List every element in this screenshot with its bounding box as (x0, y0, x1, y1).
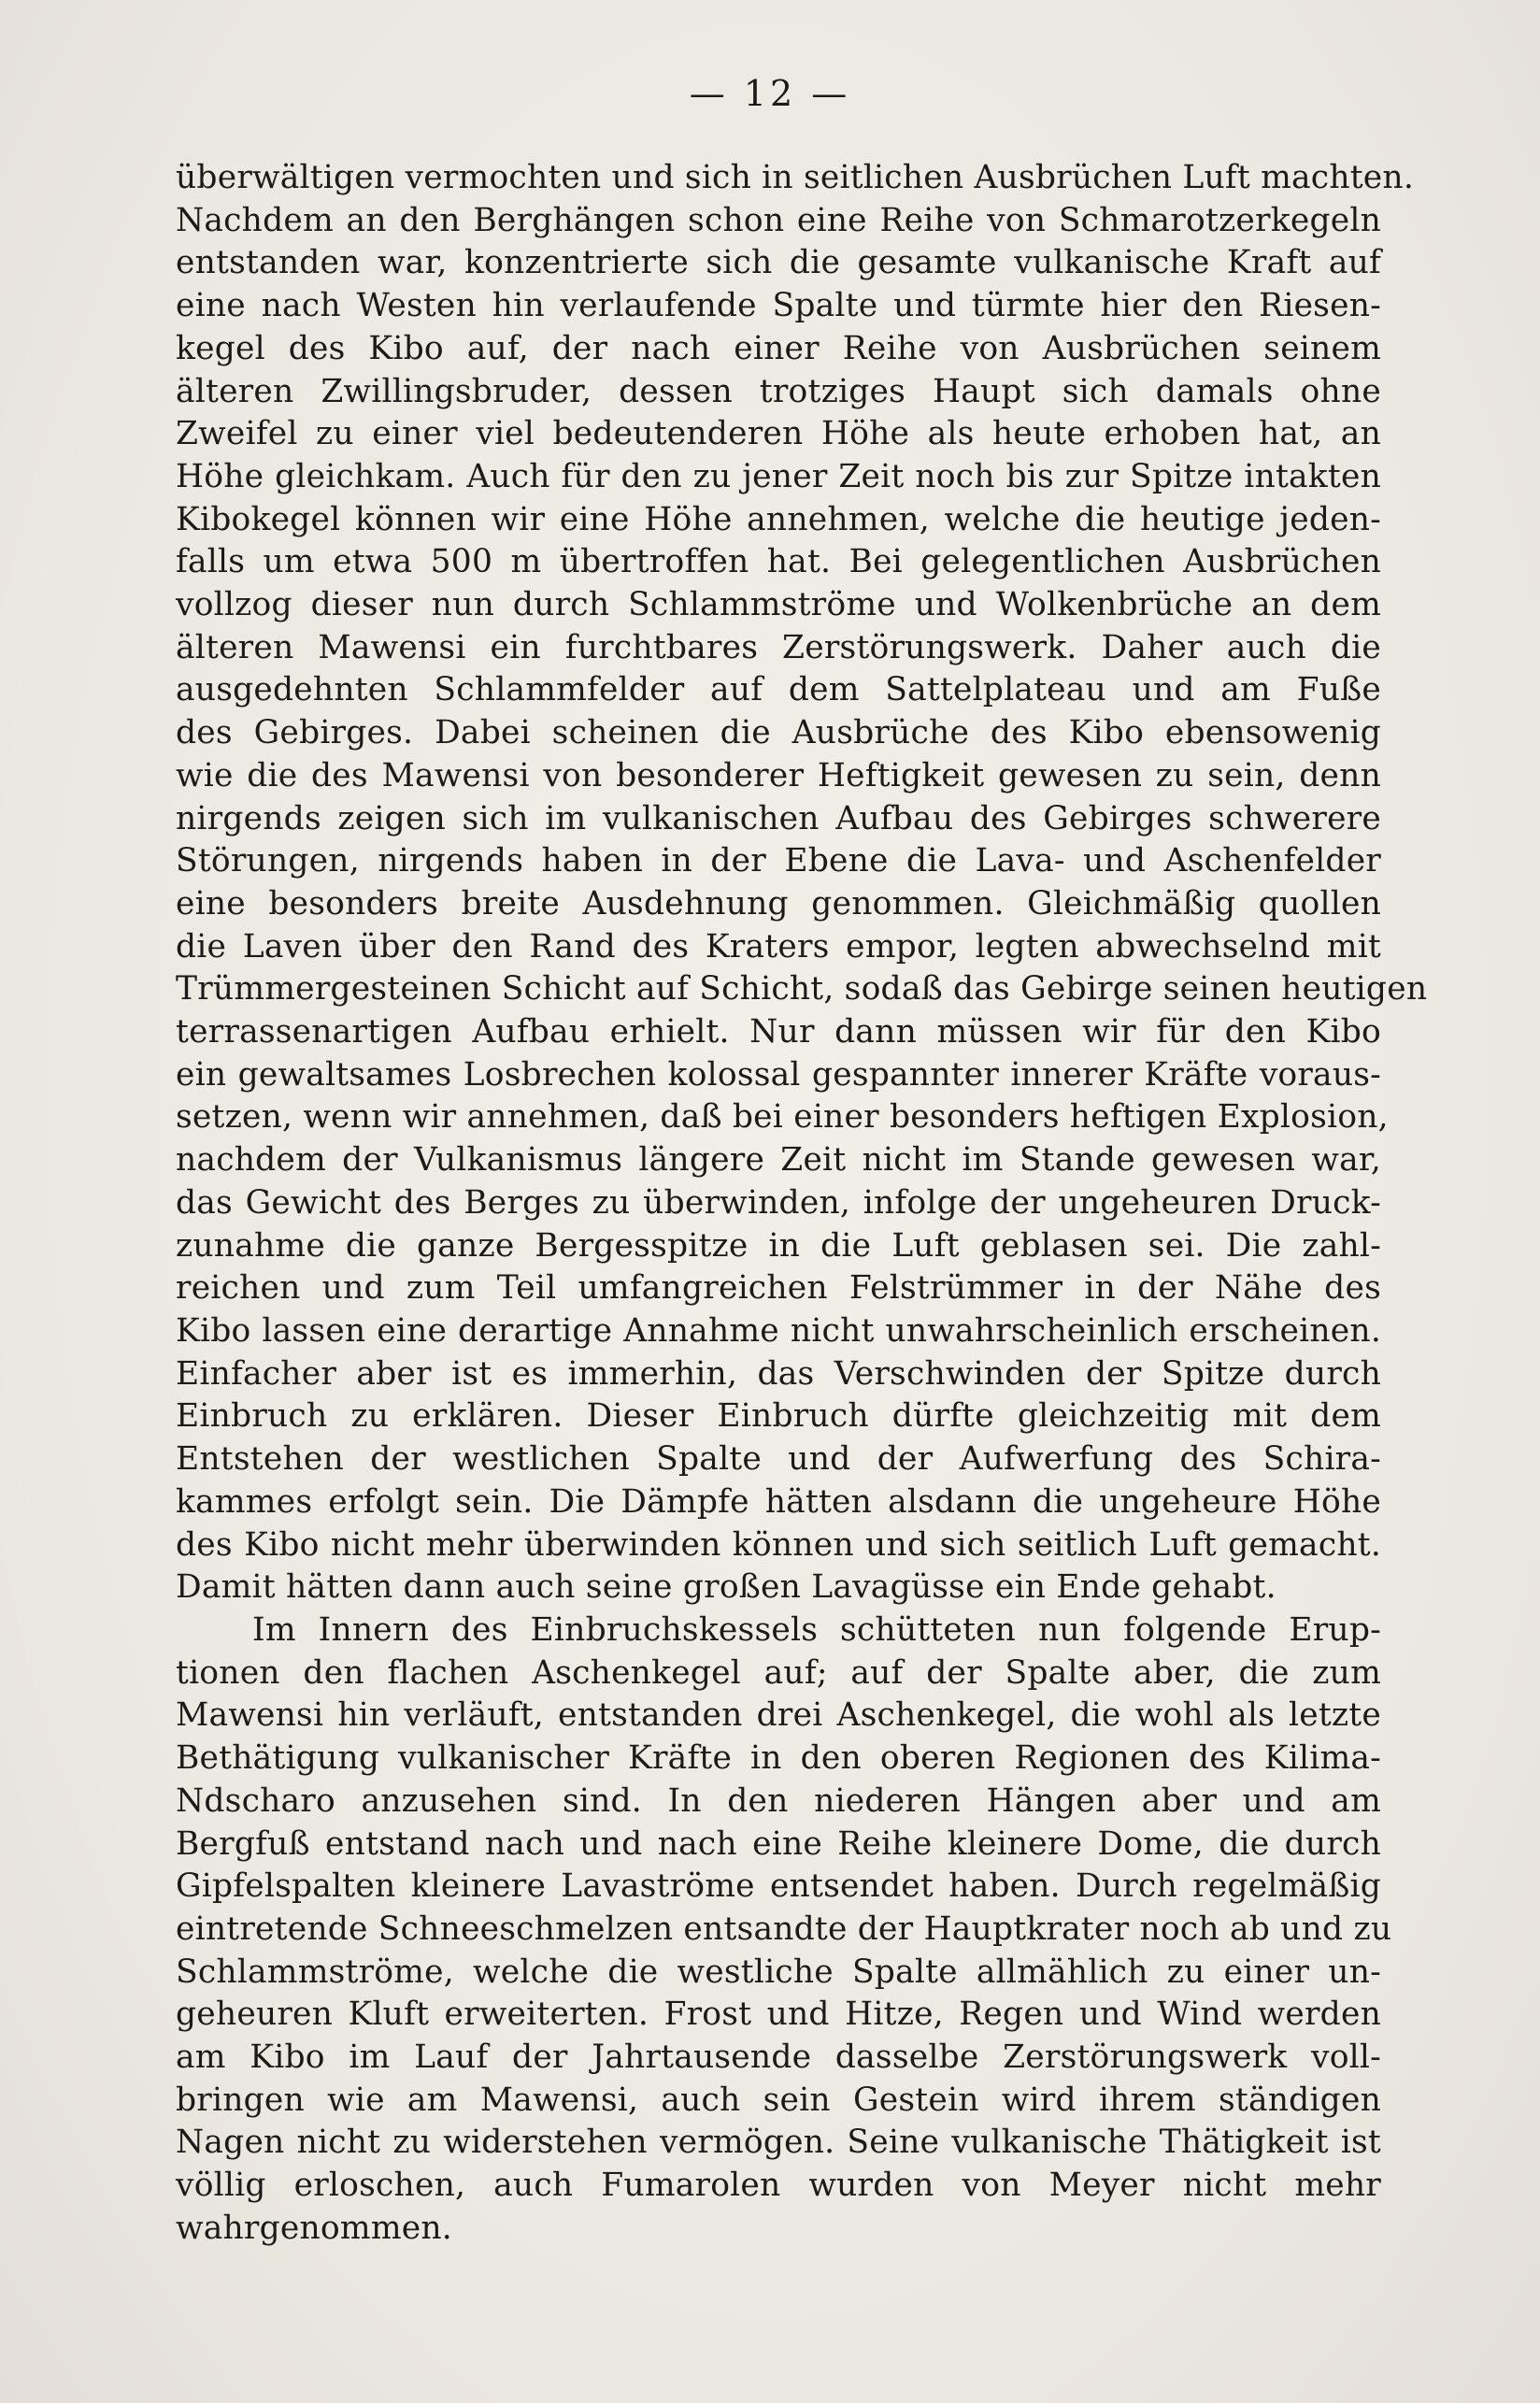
text-line: tionen den flachen Aschenkegel auf; auf der Spalte aber, die zum (176, 1653, 1381, 1692)
text-line: falls um etwa 500 m übertroffen hat. Bei gelegentlichen Ausbrüchen (176, 543, 1381, 581)
text-line: Einbruch zu erklären. Dieser Einbruch dürfte gleichzeitig mit dem (176, 1397, 1381, 1436)
text-line: Ndscharo anzusehen sind. In den niederen Hängen aber und am (176, 1781, 1381, 1820)
text-line: des Kibo nicht mehr überwinden können und sich seitlich Luft gemacht. (176, 1525, 1381, 1564)
text-line: eine nach Westen hin verlaufende Spalte und türmte hier den Riesen- (176, 287, 1381, 325)
text-line: Bethätigung vulkanischer Kräfte in den oberen Regionen des Kilima- (176, 1739, 1381, 1778)
text-line: ausgedehnten Schlammfelder auf dem Sattelplateau und am Fuße (176, 671, 1381, 709)
text-line: das Gewicht des Berges zu überwinden, infolge der ungeheuren Druck- (176, 1183, 1381, 1222)
text-line: Zweifel zu einer viel bedeutenderen Höhe als heute erhoben hat, an (176, 415, 1381, 453)
text-line: am Kibo im Lauf der Jahrtausende dasselbe Zerstörungswerk voll- (176, 2038, 1381, 2077)
text-line: Höhe gleichkam. Auch für den zu jener Zeit noch bis zur Spitze intakten (176, 457, 1381, 495)
text-line: nachdem der Vulkanismus längere Zeit nicht im Stande gewesen war, (176, 1141, 1381, 1180)
text-line: wie die des Mawensi von besonderer Heftigkeit gewesen zu sein, denn (176, 756, 1381, 794)
text-line: ein gewaltsames Losbrechen kolossal gespannter innerer Kräfte voraus- (176, 1055, 1381, 1094)
page-number: — 12 — (689, 73, 851, 114)
text-line: Bergfuß entstand nach und nach eine Reihe kleinere Dome, die durch (176, 1824, 1381, 1863)
text-line: eine besonders breite Ausdehnung genommen. Gleichmäßig quollen (176, 884, 1381, 923)
text-line: Mawensi hin verläuft, entstanden drei Aschenkegel, die wohl als letzte (176, 1696, 1381, 1735)
text-line: älteren Mawensi ein furchtbares Zerstörungswerk. Daher auch die (176, 628, 1381, 666)
text-line: Kibo lassen eine derartige Annahme nicht unwahrscheinlich erscheinen. (176, 1311, 1381, 1350)
text-line: Gipfelspalten kleinere Lavaströme entsendet haben. Durch regelmäßig (176, 1867, 1381, 1906)
text-line: bringen wie am Mawensi, auch sein Gestein wird ihrem ständigen (176, 2081, 1381, 2119)
text-line: Entstehen der westlichen Spalte und der Aufwerfung des Schira- (176, 1440, 1381, 1479)
paragraph-1 (176, 157, 1428, 1609)
paragraph-2 (176, 1609, 1392, 2251)
text-line: die Laven über den Rand des Kraters empor, legten abwechselnd mit (176, 927, 1381, 965)
text-line: Nachdem an den Berghängen schon eine Reihe von Schmarotzerkegeln (176, 201, 1381, 239)
text-line: setzen, wenn wir annehmen, daß bei einer besonders heftigen Explosion, (176, 1098, 1389, 1137)
text-line: Damit hätten dann auch seine großen Lavagüsse ein Ende gehabt. (176, 1568, 1276, 1607)
text-line: kegel des Kibo auf, der nach einer Reihe von Ausbrüchen seinem (176, 329, 1381, 367)
text-line: geheuren Kluft erweiterten. Frost und Hitze, Regen und Wind werden (176, 1995, 1381, 2034)
text-line: Im Innern des Einbruchskessels schütteten nun folgende Erup- (252, 1611, 1381, 1649)
text-line: zunahme die ganze Bergesspitze in die Luft geblasen sei. Die zahl- (176, 1226, 1381, 1265)
text-line: Nagen nicht zu widerstehen vermögen. Seine vulkanische Thätigkeit ist (176, 2124, 1381, 2162)
text-line: Störungen, nirgends haben in der Ebene die Lava- und Aschenfelder (176, 842, 1381, 880)
text-line: entstanden war, konzentrierte sich die gesamte vulkanische Kraft auf (176, 244, 1381, 282)
text-line: eintretende Schneeschmelzen entsandte der Hauptkrater noch ab und zu (176, 1910, 1392, 1948)
text-line: überwältigen vermochten und sich in seitlichen Ausbrüchen Luft machten. (176, 159, 1415, 196)
text-line: des Gebirges. Dabei scheinen die Ausbrüche des Kibo ebensowenig (176, 714, 1381, 752)
text-line: völlig erloschen, auch Fumarolen wurden von Meyer nicht mehr (176, 2167, 1381, 2205)
text-line: wahrgenommen. (176, 2209, 452, 2247)
text-line: terrassenartigen Aufbau erhielt. Nur dann müssen wir für den Kibo (176, 1013, 1381, 1051)
text-line: Kibokegel können wir eine Höhe annehmen, welche die heutige jeden- (176, 500, 1381, 538)
text-line: vollzog dieser nun durch Schlammströme und Wolkenbrüche an dem (176, 586, 1381, 624)
text-line: älteren Zwillingsbruder, dessen trotziges Haupt sich damals ohne (176, 372, 1381, 410)
text-line: nirgends zeigen sich im vulkanischen Aufbau des Gebirges schwerere (176, 799, 1381, 837)
text-line: Schlammströme, welche die westliche Spalte allmählich zu einer un- (176, 1952, 1381, 1991)
text-line: Einfacher aber ist es immerhin, das Verschwinden der Spitze durch (176, 1354, 1381, 1393)
text-line: kammes erfolgt sein. Die Dämpfe hätten alsdann die ungeheure Höhe (176, 1482, 1381, 1521)
text-line: Trümmergesteinen Schicht auf Schicht, sodaß das Gebirge seinen heutigen (176, 970, 1428, 1008)
text-line: reichen und zum Teil umfangreichen Felstrümmer in der Nähe des (176, 1269, 1381, 1308)
